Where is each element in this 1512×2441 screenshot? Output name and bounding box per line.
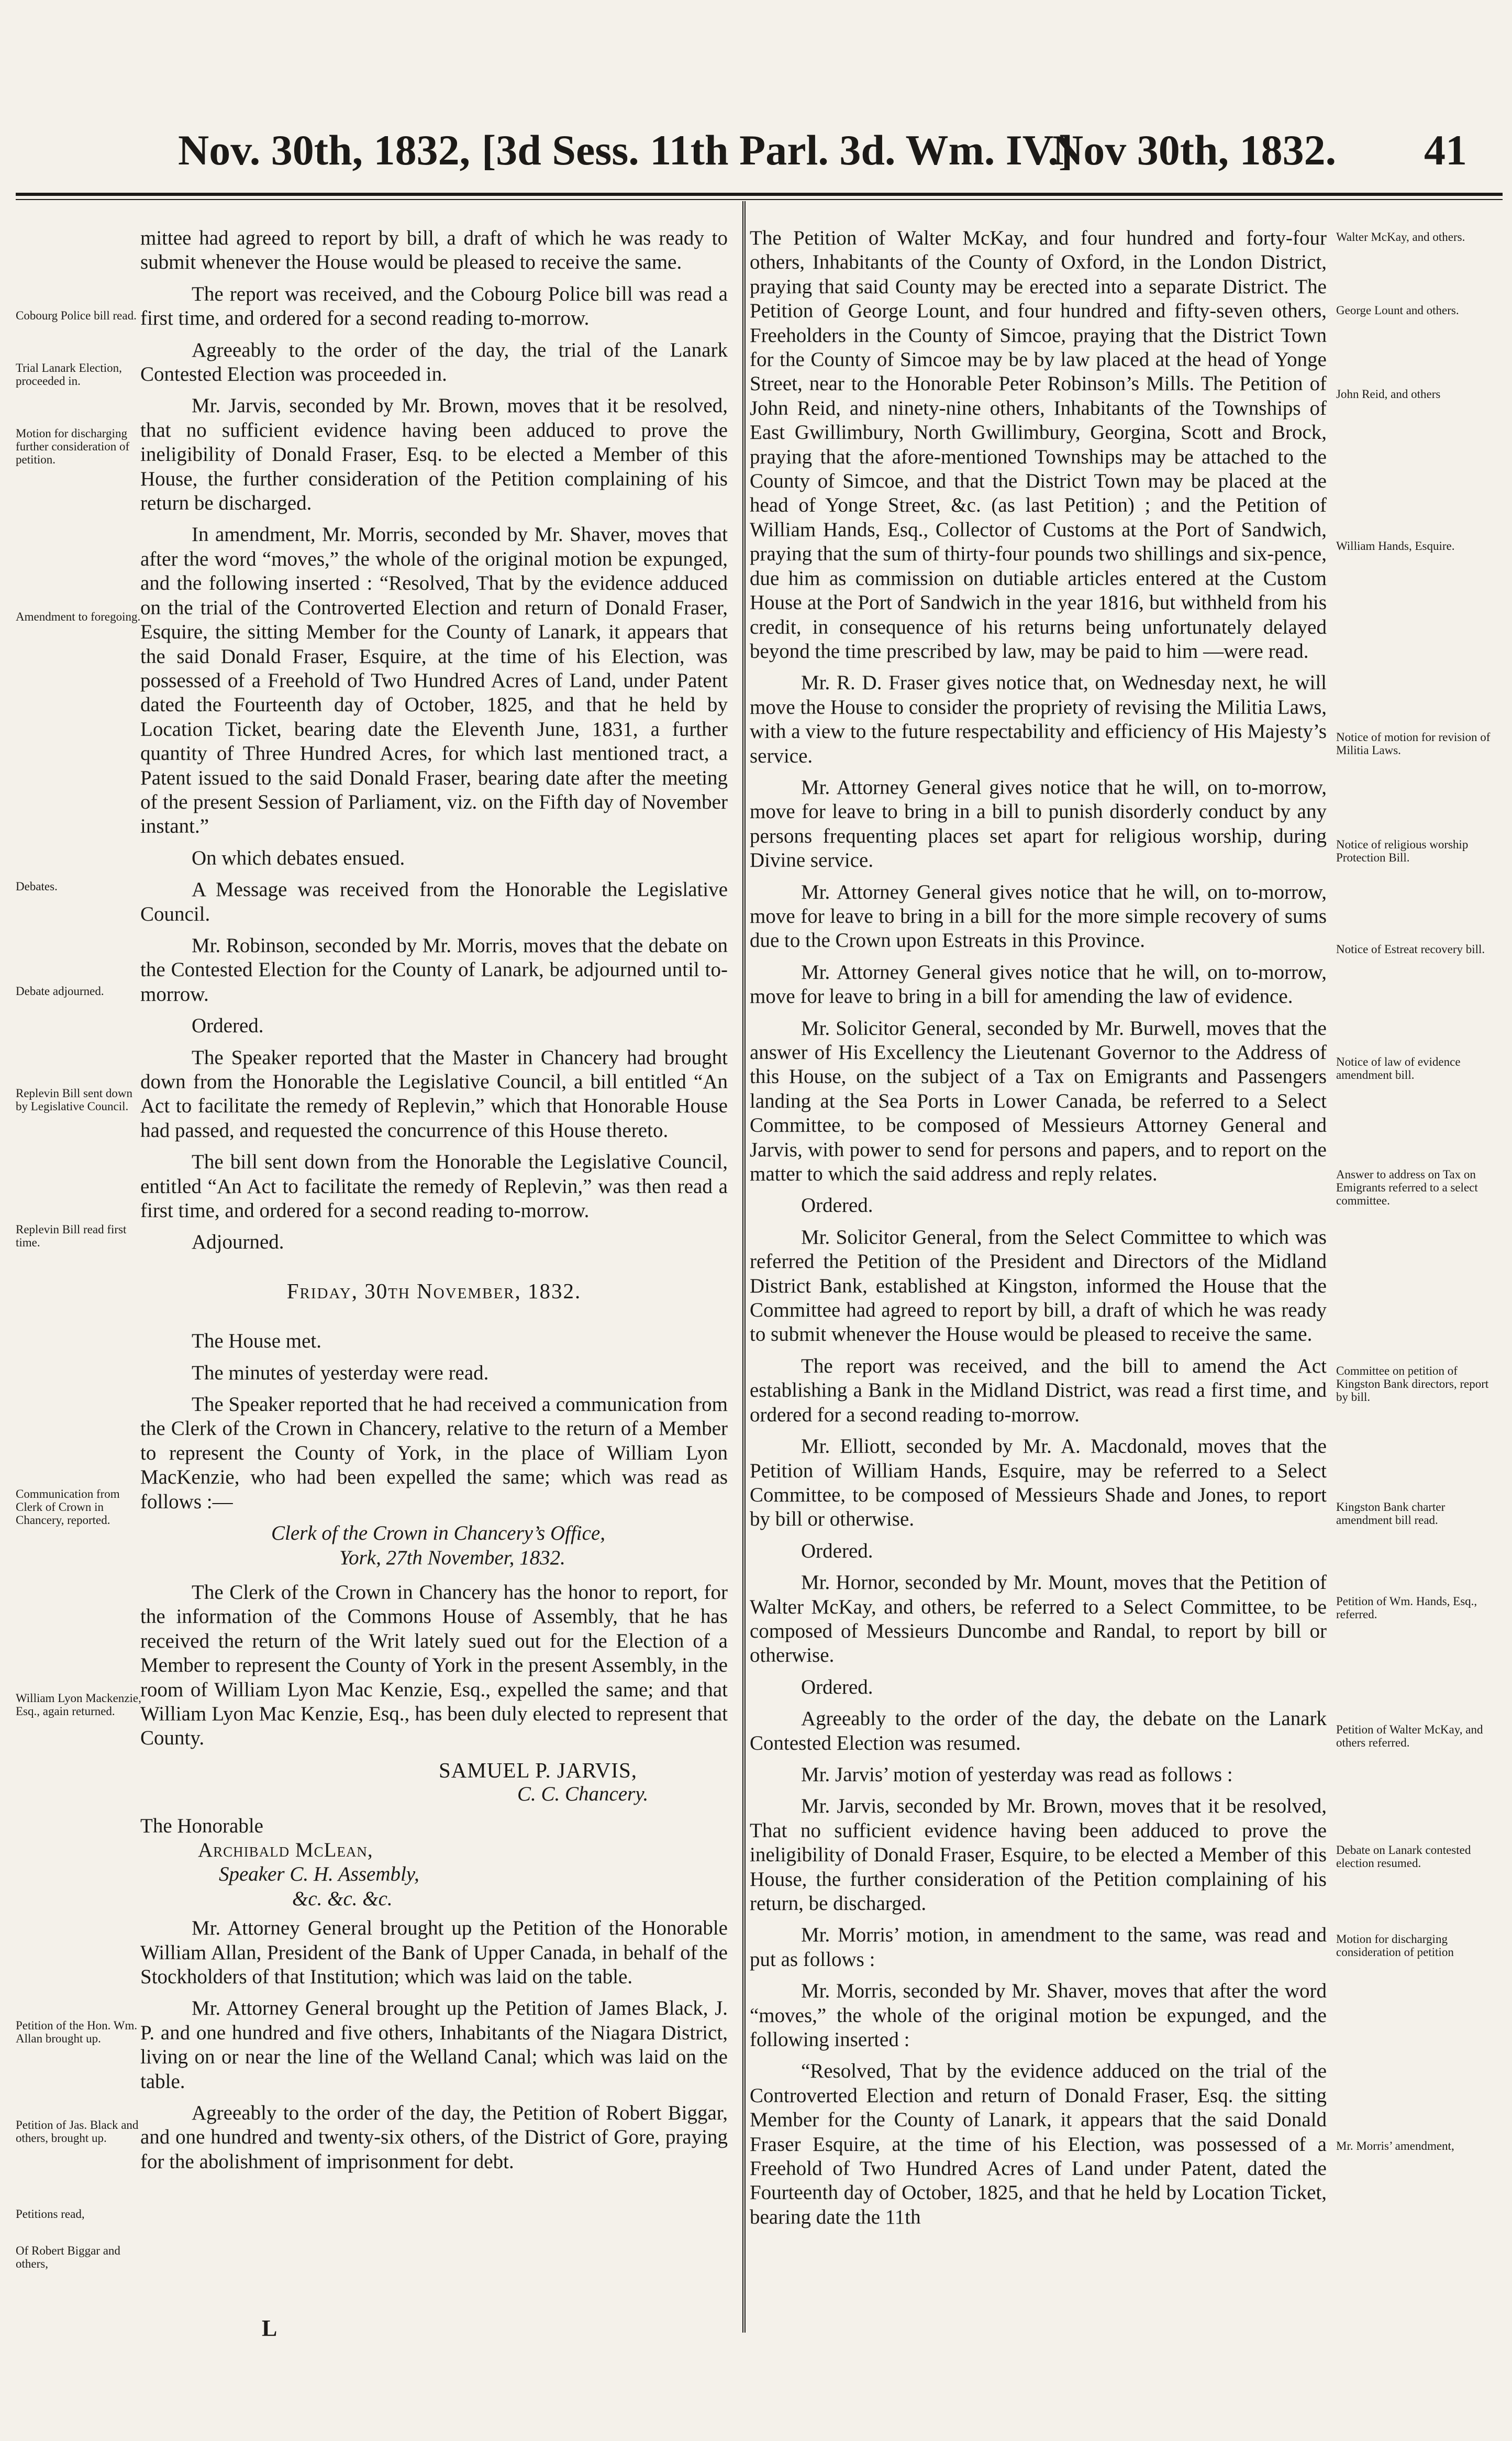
margin-note: Debate on Lanark contested election resumed. bbox=[1336, 1843, 1471, 1870]
margin-note: Replevin Bill sent down by Legislative Council. bbox=[16, 1087, 132, 1113]
margin-note: Amendment to foregoing. bbox=[16, 610, 141, 623]
margin-note: Petition of Walter McKay, and others referred. bbox=[1336, 1723, 1483, 1749]
page-header bbox=[178, 126, 1467, 183]
addressee-line: The Honorable bbox=[140, 1814, 263, 1837]
signer-title: C. C. Chancery. bbox=[517, 1783, 649, 1806]
letter-date: York, 27th November, 1832. bbox=[339, 1546, 565, 1569]
paragraph: Mr. Attorney General brought up the Petition of the Honorable William Allan, President of the Bank of Upper Canada, in behalf of the Stockholders of that Institution; which was laid on the table. bbox=[140, 1917, 728, 1988]
paragraph: The Speaker reported that he had received a communication from the Clerk of the Crown in Chancery, relative to the return of a Member to represent the County of York, in the place of William Lyon MacKenzie, who had been expelled the same; which was read as follows :— bbox=[140, 1393, 728, 1513]
signer-name: SAMUEL P. JARVIS, bbox=[439, 1758, 637, 1782]
margin-note: Debates. bbox=[16, 880, 58, 893]
margin-note: Notice of motion for revision of Militia Laws. bbox=[1336, 731, 1491, 757]
margin-note: Cobourg Police bill read. bbox=[16, 309, 137, 322]
paragraph: The bill sent down from the Honorable the Legislative Council, entitled “An Act to facilitate the remedy of Replevin,” was then read a first time, and ordered for a second reading to-morrow. bbox=[140, 1151, 728, 1222]
signature-mark: L bbox=[262, 2315, 277, 2341]
paragraph: Ordered. bbox=[192, 1014, 264, 1037]
paragraph: Mr. Morris’ motion, in amendment to the same, was read and put as follows : bbox=[750, 1924, 1327, 1971]
paragraph: The report was received, and the Cobourg Police bill was read a first time, and ordered for a second reading to-morrow. bbox=[140, 282, 728, 330]
margin-note: Debate adjourned. bbox=[16, 985, 104, 998]
margin-note: Kingston Bank charter amendment bill read. bbox=[1336, 1500, 1446, 1527]
margin-note: Petitions read, bbox=[16, 2207, 85, 2221]
paragraph: Agreeably to the order of the day, the trial of the Lanark Contested Election was proceeded in. bbox=[140, 338, 728, 386]
signature-block bbox=[140, 1758, 728, 1807]
addressee-title: Speaker C. H. Assembly, bbox=[219, 1863, 419, 1886]
margin-note: Walter McKay, and others. bbox=[1336, 230, 1465, 244]
paragraph: Mr. Hornor, seconded by Mr. Mount, moves that the Petition of Walter McKay, and others, be referred to a Select Committee, to be composed of Messieurs Duncombe and Randal, to report by bill or otherwise. bbox=[750, 1571, 1327, 1667]
paragraph: Mr. Jarvis, seconded by Mr. Brown, moves that it be resolved, that no sufficient evidence having been adduced to prove the ineligibility of Donald Fraser, Esq. to be elected a Member of this House, the further consideration of the Petition complaining of his return be discharged. bbox=[140, 394, 728, 515]
paragraph: Mr. Solicitor General, seconded by Mr. Burwell, moves that the answer of His Excellency the Lieutenant Governor to the Address of this House, on the subject of a Tax on Emigrants and Passengers landing at the Sea Ports in Lower Canada, be referred to a Select Committee, to be composed of Messieurs Attorney General and Jarvis, with power to send for persons and papers, and to report on the matter to which the said address and reply relates. bbox=[750, 1017, 1327, 1186]
header-rule-thin bbox=[16, 199, 1503, 200]
margin-note: George Lount and others. bbox=[1336, 304, 1459, 317]
margin-note: Communication from Clerk of Crown in Chancery, reported. bbox=[16, 1487, 120, 1527]
paragraph: Mr. Elliott, seconded by Mr. A. Macdonald, moves that the Petition of William Hands, Esquire, may be referred to a Select Committee, to be composed of Messieurs Shade and Jones, to report by bill or otherwise. bbox=[750, 1435, 1327, 1531]
paragraph: Mr. Robinson, seconded by Mr. Morris, moves that the debate on the Contested Election for the County of Lanark, be adjourned until to-morrow. bbox=[140, 934, 728, 1006]
addressee-name: Archibald McLean, bbox=[198, 1838, 373, 1861]
margin-note: Trial Lanark Election, proceeded in. bbox=[16, 361, 122, 388]
paragraph: Adjourned. bbox=[192, 1231, 284, 1254]
paragraph: Mr. Attorney General gives notice that he will, on to-morrow, move for leave to bring in a bill for the more simple recovery of sums due to the Crown upon Estreats in this Province. bbox=[750, 880, 1327, 952]
margin-note: Answer to address on Tax on Emigrants referred to a select committee. bbox=[1336, 1168, 1478, 1207]
margin-note: Petition of Wm. Hands, Esq., referred. bbox=[1336, 1595, 1477, 1621]
paragraph: Mr. Jarvis, seconded by Mr. Brown, moves that it be resolved, That no sufficient evidence having been adduced to prove the ineligibility of Donald Fraser, Esquire, to be elected a Member of this House, the further consideration of the Petition complaining of his return, be discharged. bbox=[750, 1795, 1327, 1915]
paragraph: Mr. Attorney General brought up the Petition of James Black, J. P. and one hundred and five others, Inhabitants of the Niagara District, living on or near the line of the Welland Canal; which was laid on the table. bbox=[140, 1997, 728, 2093]
margin-note: Replevin Bill read first time. bbox=[16, 1223, 127, 1249]
paragraph: Ordered. bbox=[801, 1539, 873, 1562]
paragraph: mittee had agreed to report by bill, a draft of which he was ready to submit whenever the House would be pleased to receive the same. bbox=[140, 227, 728, 274]
addressee-block bbox=[140, 1814, 728, 1912]
paragraph: Mr. Jarvis’ motion of yesterday was read as follows : bbox=[801, 1763, 1233, 1786]
margin-note: John Reid, and others bbox=[1336, 388, 1441, 401]
paragraph: Mr. Attorney General gives notice that he will, on to-morrow, move for leave to bring in a bill to punish disorderly conduct by any persons frequenting places set apart for religious worship, during Divine service. bbox=[750, 776, 1327, 872]
paragraph: The Petition of Walter McKay, and four hundred and forty-four others, Inhabitants of the County of Oxford, in the London District, praying that said County may be erected into a separate District. The Petition of George Lount, and four hundred and fifty-seven others, Freeholders in the County of Simcoe, praying that the District Town for the County of Simcoe may be by law placed at the head of Yonge Street, near to the Honorable Peter Robinson’s Mills. The Petition of John Reid, and ninety-nine others, Inhabitants of the Townships of East Gwillimbury, North Gwillimbury, Georgina, Scott and Brock, praying that the afore-mentioned Townships may be attached to the County of Simcoe, and that the District Town may be placed at the head of Yonge Street, &c. (as last Petition) ; and the Petition of William Hands, Esq., Collector of Customs at the Port of Sandwich, praying that the sum of thirty-four pounds two shillings and six-pence, due him as commission on dutiable articles entered at the Custom House at the Port of Sandwich in the year 1816, but withheld from his credit, in consequence of his returns being unfortunately delayed beyond the time prescribed by law, may be paid to him —were read. bbox=[750, 227, 1327, 662]
left-column bbox=[140, 226, 728, 2181]
paragraph: On which debates ensued. bbox=[192, 846, 405, 869]
margin-note: William Lyon Mackenzie, Esq., again returned. bbox=[16, 1692, 141, 1718]
margin-note: William Hands, Esquire. bbox=[1336, 539, 1455, 553]
margin-note: Notice of religious worship Protection Bill. bbox=[1336, 838, 1469, 864]
margin-note: Petition of the Hon. Wm. Allan brought up. bbox=[16, 2019, 138, 2045]
header-rule bbox=[16, 193, 1503, 196]
paragraph: Mr. Attorney General gives notice that he will, on to-morrow, move for leave to bring in a bill for amending the law of evidence. bbox=[750, 960, 1327, 1008]
paragraph: Ordered. bbox=[801, 1194, 873, 1217]
paragraph: Mr. Solicitor General, from the Select Committee to which was referred the Petition of the President and Directors of the Midland District Bank, established at Kingston, informed the House that the Committee had agreed to report by bill, a draft of which he was ready to submit whenever the House would be pleased to receive the same. bbox=[750, 1225, 1327, 1346]
header-date-left: Nov. 30th, 1832, bbox=[178, 126, 471, 174]
margin-note: Committee on petition of Kingston Bank directors, report by bill. bbox=[1336, 1364, 1489, 1404]
margin-note: Mr. Morris’ amendment, bbox=[1336, 2139, 1454, 2152]
margin-note: Motion for discharging further consideration of petition. bbox=[16, 427, 130, 466]
header-session: [3d Sess. 11th Parl. 3d. Wm. IV.] bbox=[482, 126, 1073, 174]
letter-heading bbox=[271, 1521, 728, 1570]
paragraph: The minutes of yesterday were read. bbox=[192, 1361, 489, 1384]
paragraph: The Speaker reported that the Master in Chancery had brought down from the Honorable the Legislative Council, a bill entitled “An Act to facilitate the remedy of Replevin,” which that Honorable House had passed, and requested the concurrence of this House thereto. bbox=[140, 1046, 728, 1142]
section-heading: Friday, 30th November, 1832. bbox=[286, 1278, 582, 1303]
paragraph: The Clerk of the Crown in Chancery has the honor to report, for the information of the Commons House of Assembly, that he has received the return of the Writ lately sued out for the Election of a Member to represent the County of York in the present Assembly, in the room of William Lyon Mac Kenzie, Esq., expelled the same; and that William Lyon Mac Kenzie, Esq., has been duly elected to represent that County. bbox=[140, 1581, 728, 1750]
paragraph: Ordered. bbox=[801, 1675, 873, 1698]
paragraph: The report was received, and the bill to amend the Act establishing a Bank in the Midland District, was read a first time, and ordered for a second reading to-morrow. bbox=[750, 1354, 1327, 1426]
margin-note: Of Robert Biggar and others, bbox=[16, 2244, 120, 2270]
paragraph: Agreeably to the order of the day, the debate on the Lanark Contested Election was resumed. bbox=[750, 1707, 1327, 1754]
paragraph: The House met. bbox=[192, 1330, 322, 1353]
margin-note: Notice of Estreat recovery bill. bbox=[1336, 943, 1485, 956]
page-number: 41 bbox=[1424, 126, 1467, 174]
right-column bbox=[750, 226, 1327, 2237]
paragraph: Agreeably to the order of the day, the Petition of Robert Biggar, and one hundred and twenty-six others, of the District of Gore, praying for the abolishment of imprisonment for debt. bbox=[140, 2102, 728, 2173]
paragraph: “Resolved, That by the evidence adduced on the trial of the Controverted Election and return of Donald Fraser, Esq. the sitting Member for the County of Lanark, it appears that the said Donald Fraser Esquire, at the time of his Election, was possessed of a Freehold of Two Hundred Acres of Land under Patent, dated the Fourteenth day of October, 1825, and that he held by Location Ticket, bearing date the 11th bbox=[750, 2060, 1327, 2228]
paragraph: A Message was received from the Honorable the Legislative Council. bbox=[140, 878, 728, 925]
letter-office: Clerk of the Crown in Chancery’s Office, bbox=[271, 1522, 606, 1545]
paragraph: Mr. Morris, seconded by Mr. Shaver, moves that after the word “moves,” the whole of the original motion be expunged, and the following inserted : bbox=[750, 1980, 1327, 2051]
margin-note: Motion for discharging consideration of petition bbox=[1336, 1932, 1454, 1959]
margin-note: Petition of Jas. Black and others, brought up. bbox=[16, 2118, 139, 2145]
header-date-right: Nov 30th, 1832. bbox=[1052, 126, 1337, 174]
column-divider bbox=[742, 201, 746, 2333]
margin-note: Notice of law of evidence amendment bill. bbox=[1336, 1055, 1461, 1081]
paragraph: Mr. R. D. Fraser gives notice that, on Wednesday next, he will move the House to consider the propriety of revising the Militia Laws, with a view to the future respectability and efficiency of His Majesty’s service. bbox=[750, 671, 1327, 767]
paragraph: In amendment, Mr. Morris, seconded by Mr. Shaver, moves that after the word “moves,” the whole of the original motion be expunged, and the following inserted : “Resolved, That by the evidence adduced on the trial of the Controverted Election and return of Donald Fraser, Esquire, the sitting Member for the County of Lanark, it appears that the said Donald Fraser, Esquire, at the time of his Election, was possessed of a Freehold of Two Hundred Acres of Land, under Patent dated the Fourteenth day of October, 1825, and that he held by Location Ticket, bearing date the Eleventh June, 1831, a further quantity of Three Hundred Acres, for which last mentioned tract, a Patent issued to the said Donald Fraser, bearing date after the meeting of the present Session of Parliament, viz. on the Fifth day of November instant.” bbox=[140, 523, 728, 838]
addressee-etc: &c. &c. &c. bbox=[292, 1887, 393, 1910]
